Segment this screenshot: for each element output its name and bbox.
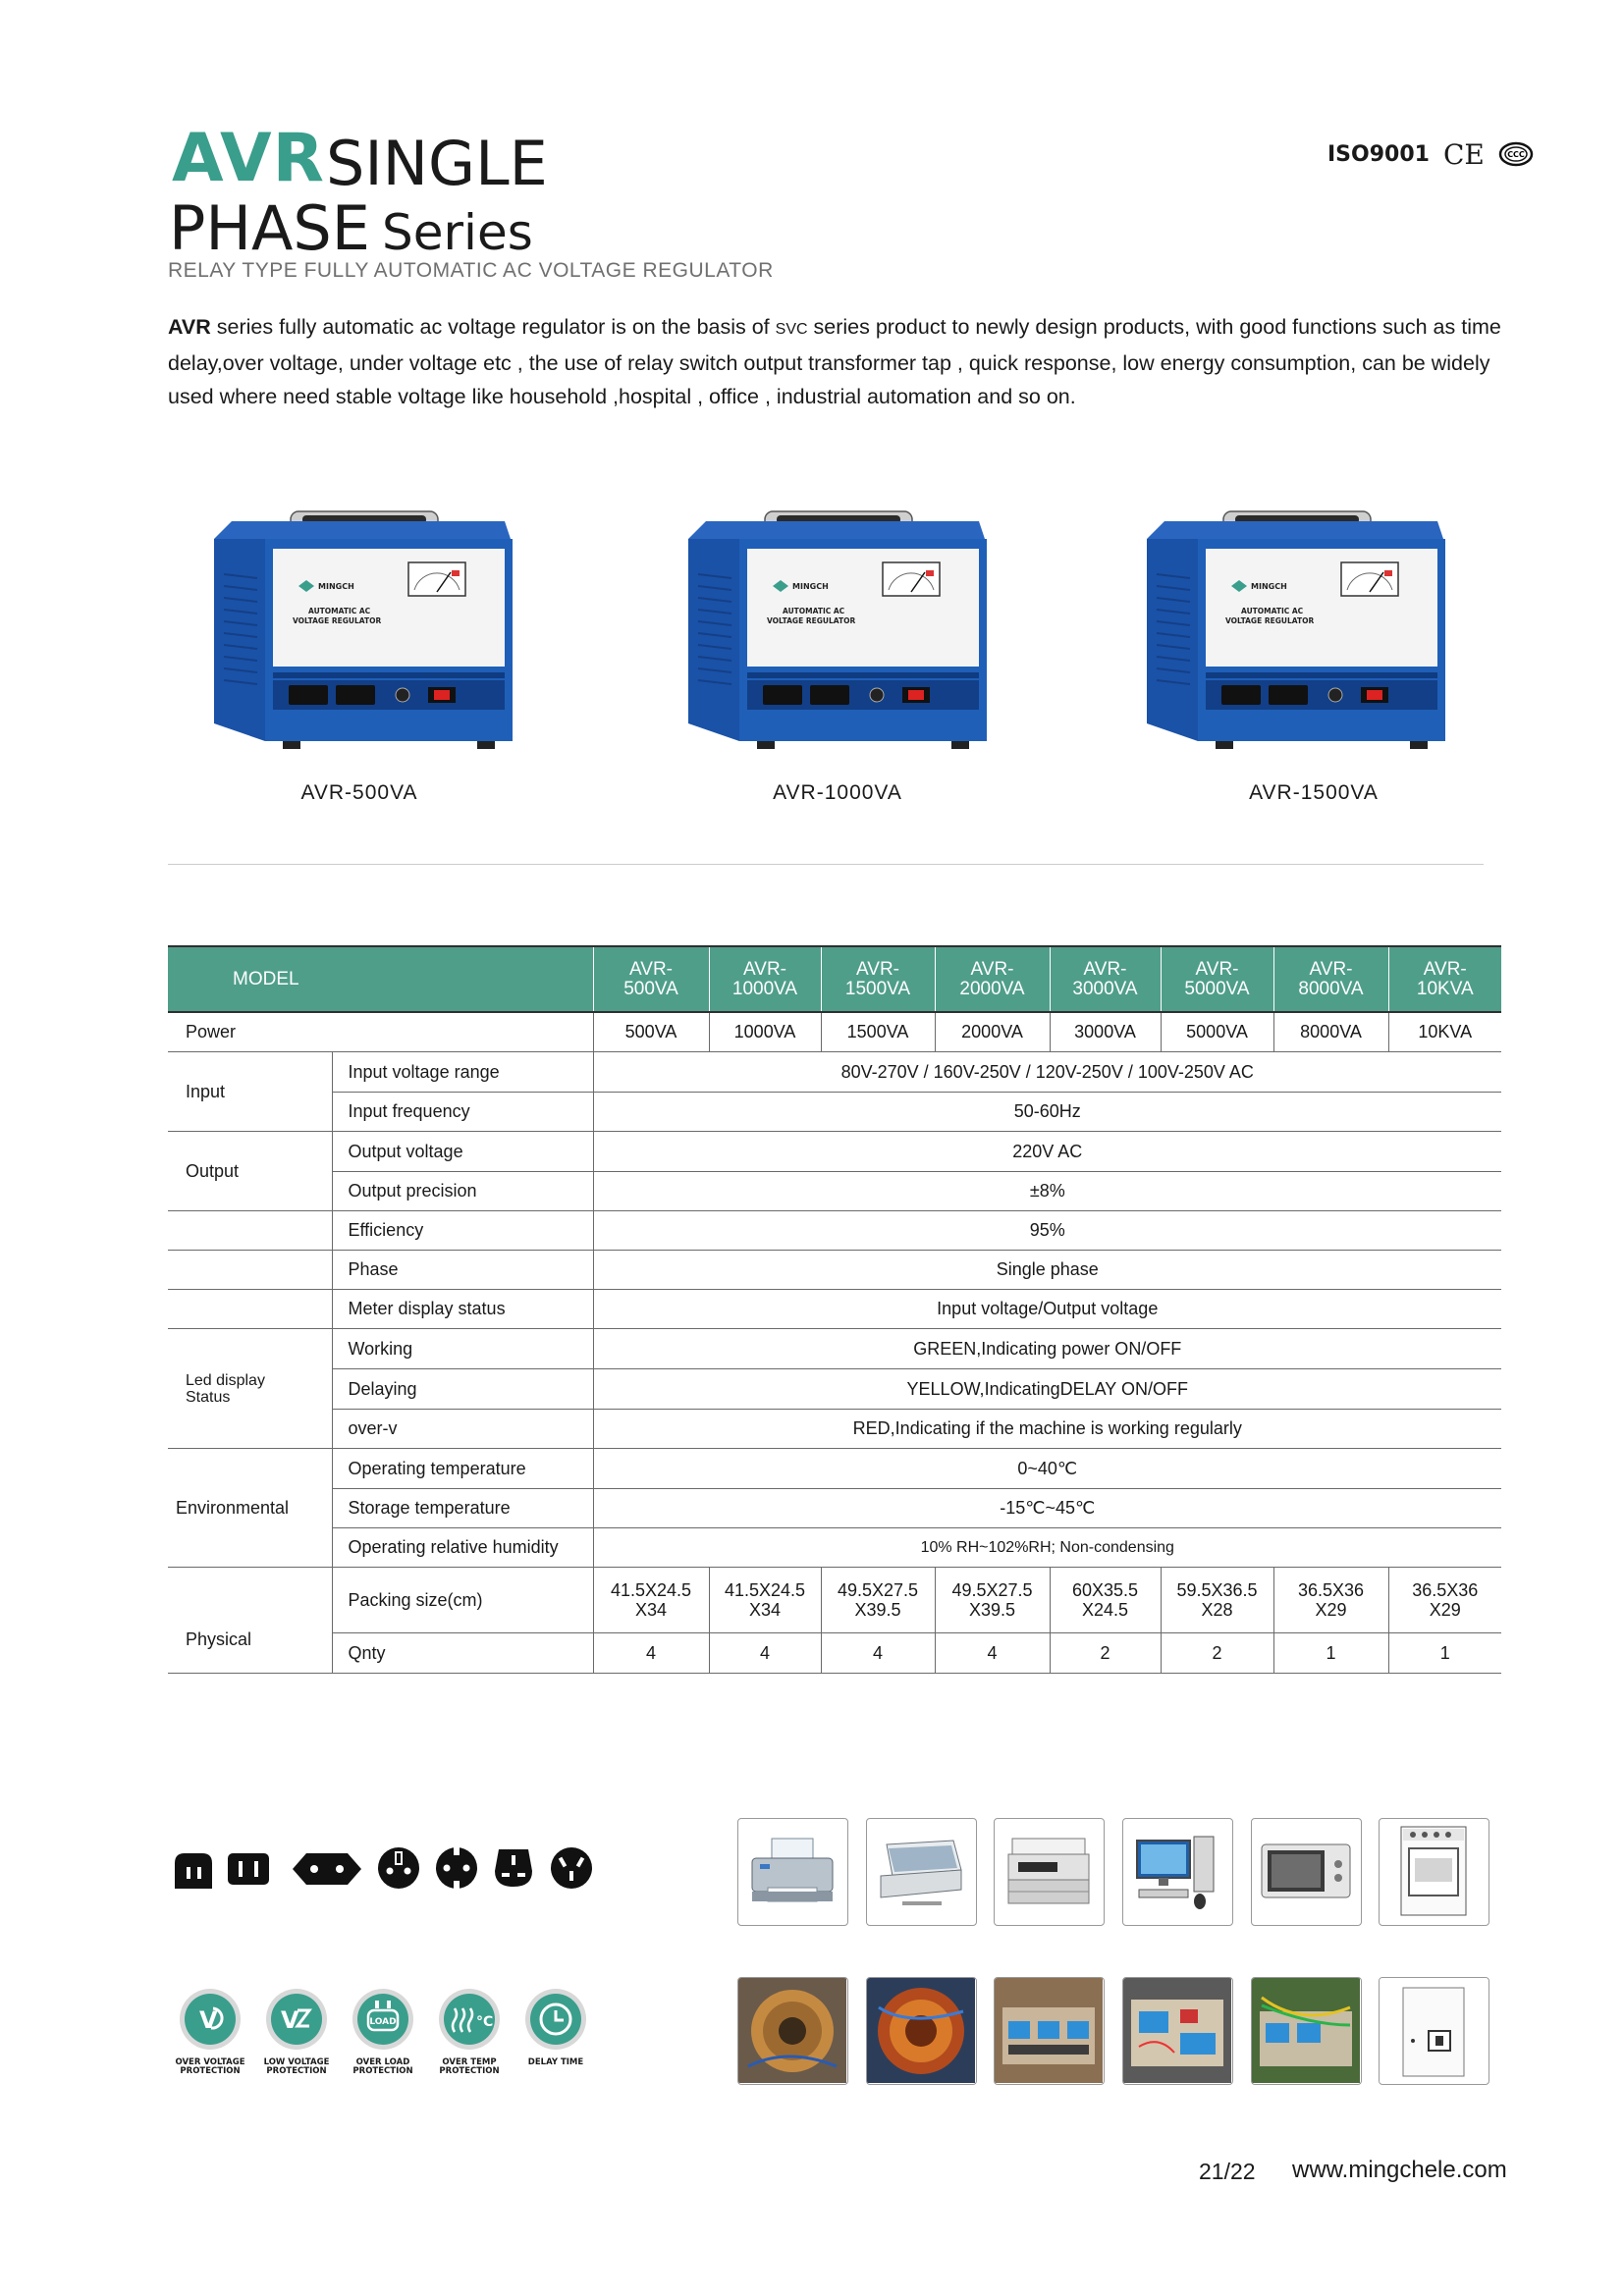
row-label: Input voltage range	[332, 1052, 593, 1093]
over-voltage-icon	[178, 1987, 243, 2052]
group-label: Environmental	[168, 1449, 332, 1568]
component-toroidal-transformer	[737, 1977, 848, 2085]
table-row-packing	[168, 1568, 1501, 1633]
application-computer	[1122, 1818, 1233, 1926]
table-row	[168, 1052, 1501, 1093]
table-row-qnty	[168, 1633, 1501, 1674]
badge-label: OVER TEMP PROTECTION	[439, 2057, 500, 2076]
row-label: Packing size(cm)	[332, 1568, 593, 1633]
computer-icon	[1123, 1819, 1231, 1924]
plug-type-e-icon	[434, 1845, 479, 1891]
table-row	[168, 1369, 1501, 1410]
table-row	[168, 1528, 1501, 1568]
power-cell: 1000VA	[709, 1012, 821, 1052]
row-value: 50-60Hz	[593, 1093, 1501, 1132]
svg-text:V: V	[281, 2006, 299, 2034]
model-cell: AVR- 10KVA	[1388, 946, 1501, 1012]
row-label: Qnty	[332, 1633, 593, 1674]
page-number: 21/22	[1199, 2159, 1256, 2184]
relay-board-icon	[995, 1978, 1103, 2083]
intro-part1: series fully automatic ac voltage regulator is on the basis of	[210, 315, 776, 339]
table-row	[168, 1251, 1501, 1290]
table-row	[168, 1410, 1501, 1449]
svg-text:V: V	[199, 2006, 218, 2034]
badge-label: OVER LOAD PROTECTION	[352, 2057, 413, 2076]
plug-type-a-icon	[171, 1845, 216, 1891]
group-label: Input	[168, 1052, 332, 1132]
table-row	[168, 1489, 1501, 1528]
copier-icon	[995, 1819, 1103, 1924]
pcb-wiring-icon	[1252, 1978, 1360, 2083]
application-oven	[1379, 1818, 1489, 1926]
ccc-mark-label: CCC	[1507, 150, 1525, 159]
row-label: Input frequency	[332, 1093, 593, 1132]
product-label: AVR-1000VA	[773, 781, 902, 804]
power-cell: 10KVA	[1388, 1012, 1501, 1052]
packing-cell: 36.5X36 X29	[1273, 1568, 1388, 1633]
row-label: over-v	[332, 1410, 593, 1449]
plug-type-b-icon	[226, 1845, 271, 1891]
qnty-cell: 2	[1161, 1633, 1273, 1674]
intro-svc: SVC	[775, 321, 808, 338]
group-label: Physical	[168, 1568, 332, 1674]
packing-cell: 49.5X27.5 X39.5	[935, 1568, 1050, 1633]
row-value: GREEN,Indicating power ON/OFF	[593, 1329, 1501, 1369]
specification-table	[168, 945, 1501, 1674]
model-cell: AVR- 5000VA	[1161, 946, 1273, 1012]
table-row	[168, 1290, 1501, 1329]
power-cell: 8000VA	[1273, 1012, 1388, 1052]
row-value: YELLOW,IndicatingDELAY ON/OFF	[593, 1369, 1501, 1410]
qnty-cell: 1	[1273, 1633, 1388, 1674]
power-cell: 1500VA	[821, 1012, 935, 1052]
over-temp-icon	[437, 1987, 502, 2052]
table-row	[168, 1449, 1501, 1489]
badge-over-temp	[430, 1987, 509, 2076]
certification-logos	[1327, 137, 1534, 171]
plug-type-d-icon	[376, 1845, 421, 1891]
application-printer	[737, 1818, 848, 1926]
qnty-cell: 4	[935, 1633, 1050, 1674]
toroidal-transformer-icon	[738, 1978, 846, 2083]
badge-delay-time	[516, 1987, 595, 2067]
power-cell: 3000VA	[1050, 1012, 1161, 1052]
component-relay-board	[994, 1977, 1105, 2085]
qnty-cell: 4	[593, 1633, 709, 1674]
table-row-power	[168, 1012, 1501, 1052]
iso9001-label: ISO9001	[1327, 141, 1430, 167]
qnty-cell: 4	[821, 1633, 935, 1674]
packing-cell: 49.5X27.5 X39.5	[821, 1568, 935, 1633]
packing-cell: 59.5X36.5 X28	[1161, 1568, 1273, 1633]
badge-label: DELAY TIME	[527, 2057, 584, 2067]
row-label: Output voltage	[332, 1132, 593, 1172]
microwave-icon	[1252, 1819, 1360, 1924]
group-label: Output	[168, 1132, 332, 1211]
svg-text:°C: °C	[476, 2014, 494, 2030]
plug-type-c-icon	[291, 1849, 363, 1889]
table-row	[168, 1172, 1501, 1211]
table-header-row	[168, 946, 1501, 1012]
row-value: RED,Indicating if the machine is working regularly	[593, 1410, 1501, 1449]
low-voltage-icon	[264, 1987, 329, 2052]
model-cell: AVR- 1500VA	[821, 946, 935, 1012]
product-label: AVR-500VA	[300, 781, 418, 804]
group-label-led: Led display Status	[168, 1329, 332, 1449]
empty-group-cell	[168, 1211, 332, 1251]
row-value: ±8%	[593, 1172, 1501, 1211]
title-phase: PHASE	[169, 192, 370, 264]
power-cell: 2000VA	[935, 1012, 1050, 1052]
plug-type-g-icon	[491, 1845, 536, 1891]
power-cell: 500VA	[593, 1012, 709, 1052]
packing-cell: 60X35.5 X24.5	[1050, 1568, 1161, 1633]
section-divider	[168, 864, 1484, 865]
product-image-avr-1000va	[684, 506, 989, 751]
row-value: 95%	[593, 1211, 1501, 1251]
transformer-coil-icon	[867, 1978, 975, 2083]
website-url[interactable]: www.mingchele.com	[1292, 2157, 1507, 2183]
model-cell: AVR- 2000VA	[935, 946, 1050, 1012]
over-load-icon	[351, 1987, 415, 2052]
model-cell: AVR- 8000VA	[1273, 946, 1388, 1012]
over-load-glyph: LOAD	[369, 2017, 397, 2027]
row-label: Power	[168, 1012, 593, 1052]
title-single: SINGLE	[326, 128, 548, 199]
printer-icon	[738, 1819, 846, 1924]
packing-cell: 36.5X36 X29	[1388, 1568, 1501, 1633]
badge-over-voltage	[171, 1987, 249, 2076]
application-scanner	[866, 1818, 977, 1926]
qnty-cell: 4	[709, 1633, 821, 1674]
product-label: AVR-1500VA	[1249, 781, 1379, 804]
ccc-mark-icon	[1498, 141, 1534, 167]
row-label: Operating relative humidity	[332, 1528, 593, 1568]
empty-group-cell	[168, 1251, 332, 1290]
row-value: -15℃~45℃	[593, 1489, 1501, 1528]
packing-cell: 41.5X24.5 X34	[709, 1568, 821, 1633]
row-value: 0~40℃	[593, 1449, 1501, 1489]
model-header: MODEL	[168, 946, 593, 1012]
ce-mark: CE	[1442, 137, 1485, 171]
row-label: Working	[332, 1329, 593, 1369]
subtitle: RELAY TYPE FULLY AUTOMATIC AC VOLTAGE REGULATOR	[168, 259, 774, 282]
row-label: Output precision	[332, 1172, 593, 1211]
intro-lead: AVR	[168, 315, 211, 339]
row-value: Input voltage/Output voltage	[593, 1290, 1501, 1329]
model-cell: AVR- 1000VA	[709, 946, 821, 1012]
application-copier	[994, 1818, 1105, 1926]
component-pcb-board	[1122, 1977, 1233, 2085]
component-wall-socket	[1379, 1977, 1489, 2085]
title-avr: AVR	[172, 120, 325, 197]
scanner-icon	[867, 1819, 975, 1924]
row-label: Phase	[332, 1251, 593, 1290]
model-cell: AVR- 3000VA	[1050, 946, 1161, 1012]
badge-label: OVER VOLTAGE PROTECTION	[175, 2057, 245, 2076]
row-value: Single phase	[593, 1251, 1501, 1290]
row-label: Meter display status	[332, 1290, 593, 1329]
pcb-board-icon	[1123, 1978, 1231, 2083]
row-value: 10% RH~102%RH; Non-condensing	[593, 1528, 1501, 1568]
component-pcb-wiring	[1251, 1977, 1362, 2085]
empty-group-cell	[168, 1290, 332, 1329]
badge-label: LOW VOLTAGE PROTECTION	[263, 2057, 330, 2076]
row-label: Operating temperature	[332, 1449, 593, 1489]
wall-socket-icon	[1380, 1978, 1488, 2083]
table-row	[168, 1329, 1501, 1369]
product-image-avr-1500va	[1143, 506, 1447, 751]
row-value: 80V-270V / 160V-250V / 120V-250V / 100V-250V AC	[593, 1052, 1501, 1093]
title-series: Series	[382, 204, 533, 261]
application-microwave	[1251, 1818, 1362, 1926]
product-image-avr-500va	[210, 506, 514, 751]
row-value: 220V AC	[593, 1132, 1501, 1172]
delay-time-icon	[523, 1987, 588, 2052]
intro-paragraph	[168, 310, 1503, 413]
packing-cell: 41.5X24.5 X34	[593, 1568, 709, 1633]
row-label: Storage temperature	[332, 1489, 593, 1528]
table-row	[168, 1132, 1501, 1172]
badge-over-load	[344, 1987, 422, 2076]
qnty-cell: 2	[1050, 1633, 1161, 1674]
table-row	[168, 1093, 1501, 1132]
qnty-cell: 1	[1388, 1633, 1501, 1674]
oven-icon	[1380, 1819, 1488, 1924]
power-cell: 5000VA	[1161, 1012, 1273, 1052]
component-transformer-coil	[866, 1977, 977, 2085]
table-row	[168, 1211, 1501, 1251]
row-label: Efficiency	[332, 1211, 593, 1251]
badge-low-voltage	[257, 1987, 336, 2076]
model-cell: AVR- 500VA	[593, 946, 709, 1012]
row-label: Delaying	[332, 1369, 593, 1410]
plug-type-i-icon	[549, 1845, 594, 1891]
intro-part2: series product to newly design products, with good functions such as time delay,over voltage, under voltage etc , the use of relay switch output transformer tap , quick response, low energy consumption, can be widely used where need stable voltage like household ,hospital , office , industrial automation and so on.	[168, 315, 1501, 408]
